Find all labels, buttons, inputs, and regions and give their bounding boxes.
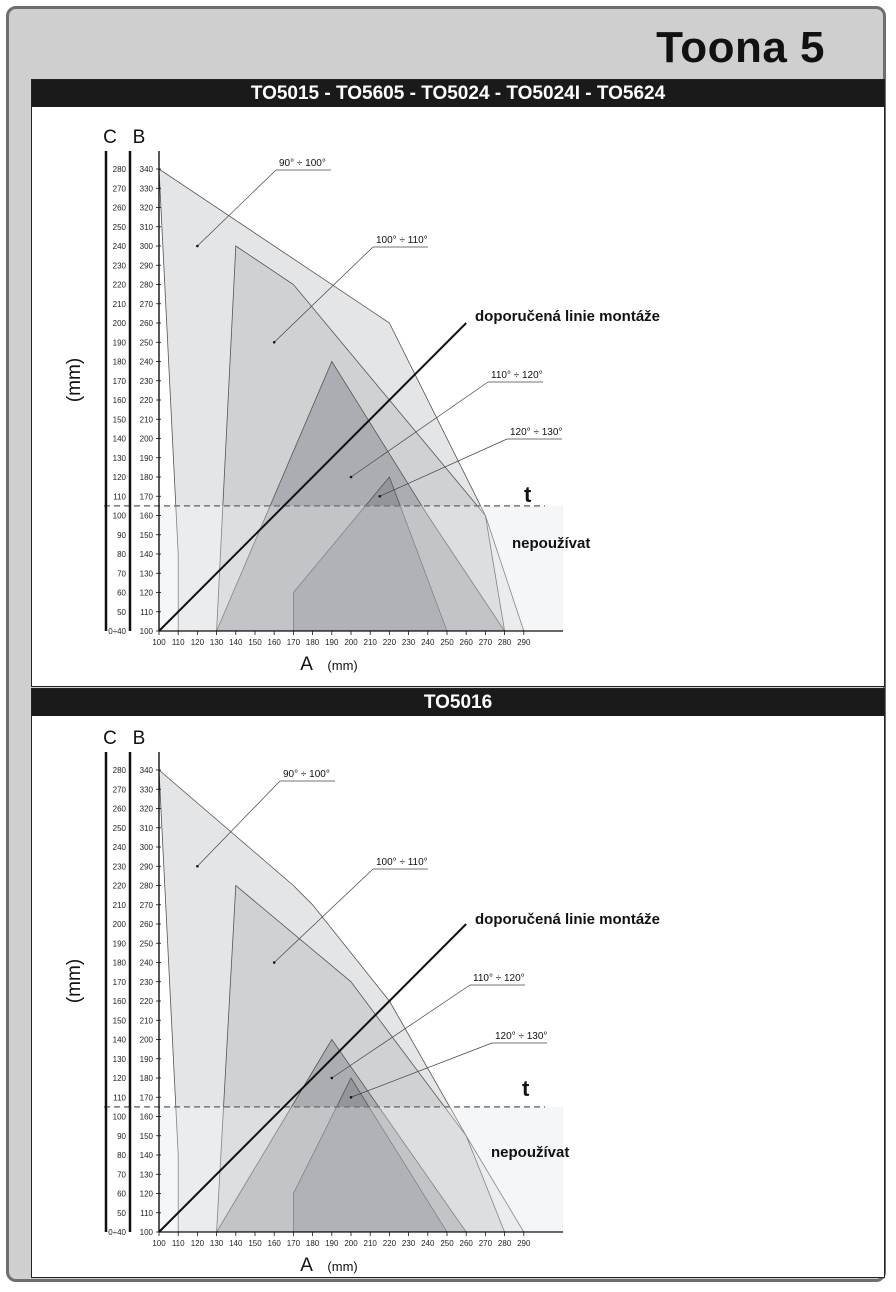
- b-tick-label: 170: [139, 1093, 153, 1103]
- do-not-use-label: nepoužívat: [512, 535, 591, 552]
- c-tick-label: 240: [112, 843, 126, 852]
- c-tick-label: 90: [117, 530, 126, 540]
- x-tick-label: 120: [190, 1239, 205, 1248]
- x-tick-label: 240: [421, 1239, 435, 1248]
- chart-title: TO5016: [32, 689, 884, 716]
- x-tick-label: 170: [286, 1239, 301, 1248]
- x-tick-label: 150: [248, 638, 262, 647]
- y-axis-label: (mm): [64, 357, 85, 403]
- x-tick-label: 250: [440, 1239, 454, 1248]
- c-tick-label: 130: [112, 1054, 126, 1064]
- page-frame: [6, 6, 886, 1282]
- b-tick-label: 300: [139, 843, 153, 852]
- limit-label: t: [524, 482, 532, 507]
- x-tick-label: 270: [478, 1239, 493, 1248]
- c-tick-label: 100: [112, 1112, 126, 1122]
- b-tick-label: 160: [139, 511, 153, 521]
- x-tick-label: 220: [382, 638, 397, 647]
- leader-dot: [379, 495, 382, 498]
- chart-panel-1: [31, 79, 885, 687]
- b-tick-label: 270: [139, 900, 153, 910]
- c-tick-label: 0÷40: [108, 627, 126, 636]
- x-axis-unit: (mm): [327, 1259, 358, 1274]
- c-tick-label: 200: [112, 920, 126, 929]
- c-tick-label: 210: [112, 299, 126, 309]
- b-tick-label: 270: [139, 299, 153, 309]
- x-tick-label: 290: [517, 638, 531, 647]
- b-tick-label: 230: [139, 376, 153, 386]
- c-tick-label: 260: [112, 804, 126, 814]
- x-axis-label: A: [300, 654, 313, 675]
- b-tick-label: 330: [139, 184, 153, 194]
- b-tick-label: 300: [139, 242, 153, 251]
- chart-title: TO5015 - TO5605 - TO5024 - TO5024I - TO5624: [32, 80, 884, 107]
- b-tick-label: 190: [139, 1054, 153, 1064]
- x-tick-label: 280: [497, 638, 512, 647]
- b-tick-label: 340: [139, 165, 153, 174]
- c-tick-label: 280: [112, 766, 126, 775]
- b-tick-label: 280: [139, 881, 153, 891]
- b-tick-label: 330: [139, 785, 153, 795]
- c-tick-label: 110: [113, 1093, 126, 1103]
- b-tick-label: 140: [139, 1151, 153, 1160]
- b-tick-label: 100: [139, 1228, 153, 1237]
- x-tick-label: 290: [517, 1239, 531, 1248]
- b-tick-label: 130: [139, 1170, 153, 1180]
- series-label: 100° ÷ 110°: [376, 857, 428, 868]
- b-tick-label: 240: [139, 357, 153, 367]
- c-tick-label: 190: [112, 939, 126, 949]
- c-tick-label: 170: [112, 376, 126, 386]
- c-tick-label: 80: [117, 550, 126, 559]
- x-axis-label: A: [300, 1255, 313, 1276]
- c-tick-label: 60: [117, 588, 126, 598]
- x-tick-label: 100: [152, 1239, 166, 1248]
- b-tick-label: 170: [139, 492, 153, 502]
- c-tick-label: 240: [112, 242, 126, 251]
- c-tick-label: 270: [112, 184, 126, 194]
- x-tick-label: 110: [171, 638, 185, 647]
- b-tick-label: 110: [140, 607, 153, 617]
- limit-label: t: [522, 1076, 530, 1101]
- x-tick-label: 200: [344, 638, 358, 647]
- series-label: 90° ÷ 100°: [279, 158, 326, 169]
- x-tick-label: 130: [209, 1239, 224, 1248]
- x-tick-label: 140: [229, 1239, 243, 1248]
- b-tick-label: 290: [139, 261, 153, 271]
- b-tick-label: 250: [139, 338, 153, 348]
- chart-svg: [32, 80, 884, 686]
- c-tick-label: 100: [112, 511, 126, 521]
- x-tick-label: 110: [171, 1239, 185, 1248]
- recommended-line-label: doporučená linie montáže: [475, 308, 661, 325]
- b-tick-label: 230: [139, 977, 153, 987]
- c-tick-label: 230: [112, 862, 126, 872]
- b-tick-label: 120: [139, 588, 153, 598]
- x-tick-label: 270: [478, 638, 493, 647]
- b-tick-label: 180: [139, 1074, 153, 1083]
- x-tick-label: 280: [497, 1239, 512, 1248]
- c-tick-label: 250: [112, 222, 126, 232]
- series-label: 90° ÷ 100°: [283, 769, 330, 780]
- c-tick-label: 180: [112, 958, 126, 968]
- c-tick-label: 280: [112, 165, 126, 174]
- x-tick-label: 190: [325, 1239, 339, 1248]
- b-tick-label: 290: [139, 862, 153, 872]
- b-tick-label: 150: [139, 530, 153, 540]
- leader-dot: [350, 476, 353, 479]
- c-tick-label: 200: [112, 319, 126, 328]
- c-tick-label: 140: [112, 434, 126, 444]
- y-axis-label: (mm): [64, 958, 85, 1004]
- leader-dot: [273, 961, 276, 964]
- c-tick-label: 210: [112, 900, 126, 910]
- c-tick-label: 140: [112, 1035, 126, 1045]
- b-tick-label: 220: [139, 396, 153, 405]
- c-tick-label: 150: [112, 415, 126, 425]
- b-tick-label: 110: [140, 1208, 153, 1218]
- c-tick-label: 220: [112, 881, 126, 891]
- leader-dot: [196, 865, 199, 868]
- below-limit-wash: [160, 506, 562, 630]
- below-limit-wash: [160, 1107, 562, 1231]
- leader-dot: [273, 341, 276, 344]
- x-tick-label: 200: [344, 1239, 358, 1248]
- leader-dot: [350, 1096, 353, 1099]
- b-tick-label: 250: [139, 939, 153, 949]
- x-tick-label: 260: [459, 1239, 473, 1248]
- c-tick-label: 70: [117, 1170, 126, 1180]
- chart-panel-2: [31, 688, 885, 1278]
- c-axis-label: C: [103, 127, 117, 148]
- series-label: 110° ÷ 120°: [491, 370, 543, 381]
- c-tick-label: 270: [112, 785, 126, 795]
- x-tick-label: 100: [152, 638, 166, 647]
- x-tick-label: 260: [459, 638, 473, 647]
- b-axis-label: B: [132, 127, 146, 148]
- x-tick-label: 250: [440, 638, 454, 647]
- series-label: 120° ÷ 130°: [495, 1031, 548, 1042]
- x-tick-label: 210: [363, 638, 377, 647]
- c-tick-label: 220: [112, 280, 126, 290]
- c-tick-label: 230: [112, 261, 126, 271]
- c-tick-label: 170: [112, 977, 126, 987]
- b-tick-label: 220: [139, 997, 153, 1006]
- b-tick-label: 210: [139, 1016, 153, 1026]
- b-tick-label: 140: [139, 550, 153, 559]
- x-tick-label: 190: [325, 638, 339, 647]
- x-axis-unit: (mm): [327, 658, 358, 673]
- b-tick-label: 120: [139, 1189, 153, 1199]
- b-tick-label: 130: [139, 569, 153, 579]
- x-tick-label: 130: [209, 638, 224, 647]
- c-tick-label: 190: [112, 338, 126, 348]
- b-tick-label: 210: [139, 415, 153, 425]
- b-tick-label: 190: [139, 453, 153, 463]
- b-tick-label: 320: [139, 804, 153, 814]
- x-tick-label: 140: [229, 638, 243, 647]
- c-tick-label: 260: [112, 203, 126, 213]
- b-tick-label: 200: [139, 434, 153, 444]
- b-tick-label: 200: [139, 1035, 153, 1045]
- x-tick-label: 150: [248, 1239, 262, 1248]
- x-tick-label: 180: [305, 1239, 320, 1248]
- x-tick-label: 230: [401, 638, 416, 647]
- c-tick-label: 160: [112, 997, 126, 1006]
- c-tick-label: 130: [112, 453, 126, 463]
- page-title: Toona 5: [656, 23, 825, 72]
- b-tick-label: 180: [139, 473, 153, 482]
- b-tick-label: 320: [139, 203, 153, 213]
- c-tick-label: 0÷40: [108, 1228, 126, 1237]
- do-not-use-label: nepoužívat: [491, 1144, 570, 1161]
- c-axis-label: C: [103, 728, 117, 749]
- x-tick-label: 170: [286, 638, 301, 647]
- series-label: 110° ÷ 120°: [473, 973, 525, 984]
- b-tick-label: 340: [139, 766, 153, 775]
- c-tick-label: 60: [117, 1189, 126, 1199]
- x-tick-label: 230: [401, 1239, 416, 1248]
- c-tick-label: 120: [112, 473, 126, 482]
- x-tick-label: 160: [267, 1239, 281, 1248]
- leader-dot: [196, 245, 199, 248]
- x-tick-label: 210: [363, 1239, 377, 1248]
- series-label: 100° ÷ 110°: [376, 235, 428, 246]
- c-tick-label: 110: [113, 492, 126, 502]
- b-tick-label: 240: [139, 958, 153, 968]
- x-tick-label: 120: [190, 638, 205, 647]
- series-label: 120° ÷ 130°: [510, 427, 563, 438]
- b-axis-label: B: [132, 728, 146, 749]
- b-tick-label: 150: [139, 1131, 153, 1141]
- c-tick-label: 70: [117, 569, 126, 579]
- x-tick-label: 180: [305, 638, 320, 647]
- c-tick-label: 150: [112, 1016, 126, 1026]
- c-tick-label: 160: [112, 396, 126, 405]
- c-tick-label: 50: [117, 1208, 126, 1218]
- c-tick-label: 80: [117, 1151, 126, 1160]
- c-tick-label: 120: [112, 1074, 126, 1083]
- b-tick-label: 310: [139, 823, 153, 833]
- c-tick-label: 250: [112, 823, 126, 833]
- leader-dot: [331, 1077, 334, 1080]
- b-tick-label: 260: [139, 319, 153, 328]
- b-tick-label: 260: [139, 920, 153, 929]
- b-tick-label: 280: [139, 280, 153, 290]
- c-tick-label: 90: [117, 1131, 126, 1141]
- c-tick-label: 50: [117, 607, 126, 617]
- b-tick-label: 100: [139, 627, 153, 636]
- recommended-line-label: doporučená linie montáže: [475, 911, 661, 928]
- b-tick-label: 160: [139, 1112, 153, 1122]
- b-tick-label: 310: [139, 222, 153, 232]
- x-tick-label: 220: [382, 1239, 397, 1248]
- x-tick-label: 240: [421, 638, 435, 647]
- chart-svg: [32, 689, 884, 1277]
- c-tick-label: 180: [112, 357, 126, 367]
- x-tick-label: 160: [267, 638, 281, 647]
